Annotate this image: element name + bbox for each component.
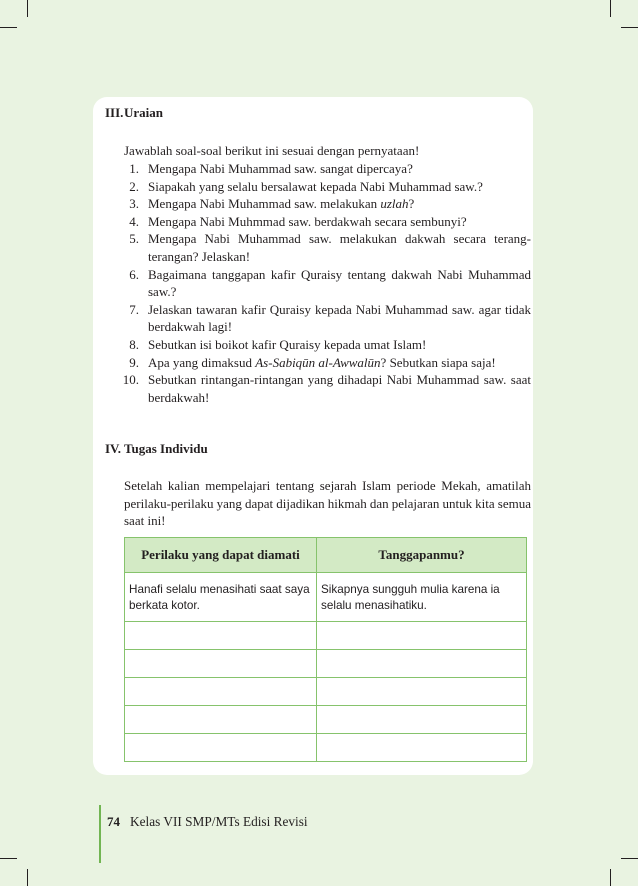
footer-rule <box>99 805 101 863</box>
question-number: 7. <box>129 301 139 317</box>
question-text-line: berdakwah lagi! <box>148 319 233 335</box>
question-item <box>121 336 532 354</box>
section-number: IV. <box>105 441 122 456</box>
question-term: As-Sabiqūn al-Awwalūn <box>255 354 381 370</box>
question-text <box>148 336 531 354</box>
table-cell-response-empty <box>317 734 527 762</box>
question-text-line: Mengapa Nabi Muhammad saw. sangat dipercaya? <box>148 161 413 176</box>
question-number: 9. <box>129 354 139 370</box>
question-text <box>148 354 531 372</box>
table-cell-behavior <box>125 573 317 622</box>
table-cell-behavior-empty <box>125 622 317 650</box>
table-cell-behavior-empty <box>125 650 317 678</box>
crop-mark-top-left-vertical <box>27 0 28 17</box>
question-text-line: berdakwah! <box>148 389 210 405</box>
table-header-behavior: Perilaku yang dapat diamati <box>125 538 317 573</box>
question-number: 1. <box>129 161 139 176</box>
task-instruction-line: saat ini! <box>124 513 166 529</box>
question-text-line: Mengapa Nabi Muhmmad saw. berdakwah secara sembunyi? <box>148 213 467 229</box>
question-text <box>148 371 531 406</box>
question-text <box>148 160 531 178</box>
table-header-response: Tanggapanmu? <box>317 538 527 573</box>
question-text <box>148 213 531 231</box>
question-number: 4. <box>129 213 139 229</box>
question-item <box>121 371 532 406</box>
question-text-start: Apa yang dimaksud <box>148 354 256 370</box>
table-cell-response-empty <box>317 650 527 678</box>
question-text-end: ? Sebutkan siapa saja! <box>380 354 496 370</box>
table-cell-response-empty <box>317 678 527 706</box>
essay-instruction: Jawablah soal-soal berikut ini sesuai dengan pernyataan! <box>124 143 420 158</box>
question-item <box>121 178 532 196</box>
question-number: 8. <box>129 336 139 352</box>
cell-text-line: selalu menasihatiku. <box>321 599 427 612</box>
question-text-line: Siapakah yang selalu bersalawat kepada Nabi Muhammad saw.? <box>148 178 483 194</box>
question-text-line: terangan? Jelaskan! <box>148 248 251 264</box>
question-number: 2. <box>129 178 139 194</box>
book-title: Kelas VII SMP/MTs Edisi Revisi <box>130 814 308 829</box>
crop-mark-top-right-vertical <box>610 0 611 17</box>
question-text-line <box>148 195 531 213</box>
task-instruction-line: Setelah kalian mempelajari tentang sejarah Islam periode Mekah, amatilah <box>124 478 531 493</box>
question-item <box>121 195 532 213</box>
section-number: III. <box>105 105 124 120</box>
question-text-line <box>148 354 531 372</box>
crop-mark-bottom-right-vertical <box>610 869 611 886</box>
task-instruction <box>124 477 531 530</box>
question-item <box>121 301 532 336</box>
cell-text-line: Hanafi selalu menasihati saat saya <box>129 583 310 596</box>
behavior-response-table <box>124 537 527 762</box>
question-text-line: Sebutkan rintangan-rintangan yang dihadapi Nabi Muhammad saw. saat <box>148 372 531 388</box>
table-cell-behavior-empty <box>125 706 317 734</box>
table-cell-response-empty <box>317 622 527 650</box>
table-cell-behavior-empty <box>125 678 317 706</box>
section-title: Uraian <box>124 105 163 120</box>
question-number: 5. <box>129 231 139 247</box>
cell-text-line: berkata kotor. <box>129 599 200 612</box>
question-number: 6. <box>129 266 139 282</box>
table-cell-behavior-empty <box>125 734 317 762</box>
page-number: 74 <box>107 814 120 829</box>
question-text-line: saw.? <box>148 284 177 300</box>
question-text-line: Mengapa Nabi Muhammad saw. melakukan dakwah secara terang- <box>148 231 531 247</box>
question-item <box>121 354 532 372</box>
question-number: 3. <box>129 196 139 212</box>
question-item <box>121 266 532 301</box>
question-item <box>121 230 532 265</box>
question-text-end: ? <box>408 196 415 212</box>
question-text-line: Sebutkan isi boikot kafir Quraisy kepada umat Islam! <box>148 336 427 352</box>
question-text-start: Mengapa Nabi Muhammad saw. melakukan <box>148 196 381 212</box>
question-text-line: Bagaimana tanggapan kafir Quraisy tentang dakwah Nabi Muhammad <box>148 266 531 282</box>
section-heading-tugas-individu <box>105 440 208 458</box>
question-item <box>121 160 532 178</box>
question-term: uzlah <box>380 196 409 212</box>
crop-mark-bottom-left-horizontal <box>0 858 17 859</box>
question-text-line: Jelaskan tawaran kafir Quraisy kepada Nabi Muhammad saw. agar tidak <box>148 301 531 317</box>
question-text <box>148 178 531 196</box>
section-title: Tugas Individu <box>124 441 208 456</box>
cell-text-line: Sikapnya sungguh mulia karena ia <box>321 583 500 596</box>
question-number: 10. <box>122 372 139 388</box>
question-text <box>148 266 531 301</box>
question-text <box>148 301 531 336</box>
crop-mark-bottom-right-horizontal <box>621 858 638 859</box>
task-instruction-line: perilaku-perilaku yang dapat dijadikan hikmah dan pelajaran untuk kita semua <box>124 495 531 511</box>
section-heading-uraian <box>105 104 163 122</box>
crop-mark-top-left-horizontal <box>0 27 17 28</box>
table-cell-response-empty <box>317 706 527 734</box>
essay-question-list <box>121 160 532 406</box>
question-item <box>121 213 532 231</box>
table-cell-response <box>317 573 527 622</box>
question-text <box>148 230 531 265</box>
crop-mark-top-right-horizontal <box>621 27 638 28</box>
question-text <box>148 195 531 213</box>
crop-mark-bottom-left-vertical <box>27 869 28 886</box>
